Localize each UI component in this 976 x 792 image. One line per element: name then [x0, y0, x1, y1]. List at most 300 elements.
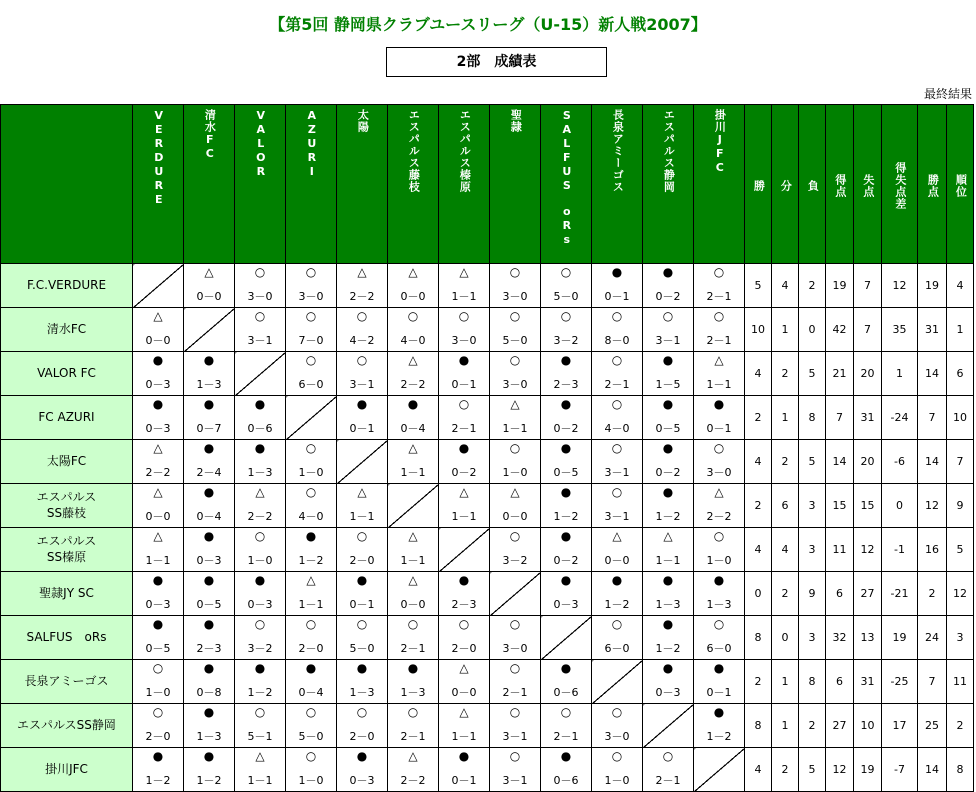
match-score: 2－2 [400, 378, 426, 391]
match-score: 1－1 [349, 510, 375, 523]
match-result-cell [694, 484, 745, 528]
match-score: 0－3 [145, 378, 171, 391]
stat-cell: 5 [745, 264, 772, 308]
stat-cell: 2 [947, 704, 974, 748]
result-mark: ○ [152, 705, 164, 719]
match-result-cell [286, 660, 337, 704]
match-score: 3－0 [502, 290, 528, 303]
stat-cell: 7 [918, 396, 947, 440]
column-team-label: エスパルス榛原 [458, 109, 472, 193]
match-result-cell [439, 572, 490, 616]
match-result-cell [286, 572, 337, 616]
match-score: 6－0 [706, 642, 732, 655]
match-result-cell [643, 484, 694, 528]
result-mark: △ [408, 749, 418, 763]
result-mark: ○ [356, 529, 368, 543]
result-mark: ○ [356, 353, 368, 367]
result-mark: ○ [713, 441, 725, 455]
stat-cell: 12 [947, 572, 974, 616]
match-score: 2－1 [706, 334, 732, 347]
result-mark: △ [459, 265, 469, 279]
result-mark: ○ [305, 705, 317, 719]
match-score: 0－2 [553, 422, 579, 435]
result-mark: △ [255, 485, 265, 499]
match-result-cell [184, 704, 235, 748]
stat-cell: 4 [745, 528, 772, 572]
result-mark: ○ [713, 265, 725, 279]
match-result-cell [133, 396, 184, 440]
match-result-cell [490, 352, 541, 396]
match-score: 0－0 [451, 686, 477, 699]
match-result-cell [592, 484, 643, 528]
match-score: 3－0 [706, 466, 732, 479]
match-result-cell [388, 660, 439, 704]
match-score: 1－1 [451, 730, 477, 743]
match-result-cell [541, 264, 592, 308]
column-team-header [337, 105, 388, 264]
result-mark: △ [459, 705, 469, 719]
match-score: 0－2 [655, 466, 681, 479]
result-mark: ● [713, 397, 725, 411]
match-score: 1－1 [145, 554, 171, 567]
match-result-cell [184, 572, 235, 616]
result-mark: △ [714, 353, 724, 367]
stat-cell: 8 [799, 660, 826, 704]
row-team-name: FC AZURI [1, 396, 133, 440]
result-mark: ● [458, 353, 470, 367]
column-team-label: AZURI [305, 109, 319, 179]
result-mark: ● [560, 441, 572, 455]
match-score: 0－1 [706, 422, 732, 435]
page-title: 【第5回 静岡県クラブユースリーグ（U-15）新人戦2007】 [269, 15, 707, 34]
column-team-header [592, 105, 643, 264]
match-result-cell [490, 484, 541, 528]
row-team-name: 長泉アミーゴス [1, 660, 133, 704]
stat-header [772, 105, 799, 264]
match-result-cell [337, 352, 388, 396]
match-result-cell [643, 616, 694, 660]
result-mark: ● [152, 617, 164, 631]
result-mark: ○ [509, 705, 521, 719]
match-score: 2－1 [451, 422, 477, 435]
match-result-cell [133, 528, 184, 572]
match-score: 3－0 [451, 334, 477, 347]
match-score: 2－1 [706, 290, 732, 303]
match-score: 3－2 [502, 554, 528, 567]
result-mark: △ [714, 485, 724, 499]
stat-cell: 8 [947, 748, 974, 792]
match-result-cell [490, 704, 541, 748]
match-result-cell [337, 660, 388, 704]
match-result-cell [388, 308, 439, 352]
stat-cell: 11 [947, 660, 974, 704]
stat-cell: 31 [854, 660, 882, 704]
stat-cell: 14 [918, 440, 947, 484]
stat-cell: 7 [947, 440, 974, 484]
match-result-cell [286, 748, 337, 792]
stat-cell: 16 [918, 528, 947, 572]
match-score: 3－1 [349, 378, 375, 391]
stat-cell: 1 [772, 396, 799, 440]
result-mark: ● [458, 441, 470, 455]
column-team-label: VALOR [254, 109, 268, 179]
match-score: 3－2 [553, 334, 579, 347]
match-score: 2－3 [451, 598, 477, 611]
result-mark: △ [612, 529, 622, 543]
stat-cell: 9 [947, 484, 974, 528]
column-team-label: エスパルス静岡 [662, 109, 676, 193]
stat-cell: 0 [772, 616, 799, 660]
result-mark: ○ [560, 705, 572, 719]
match-score: 0－4 [196, 510, 222, 523]
match-score: 0－1 [706, 686, 732, 699]
match-score: 4－0 [400, 334, 426, 347]
result-mark: ● [356, 749, 368, 763]
match-score: 0－3 [247, 598, 273, 611]
match-result-cell [490, 616, 541, 660]
result-mark: ○ [356, 617, 368, 631]
row-team-name: エスパルス SS藤枝 [1, 484, 133, 528]
match-score: 0－1 [451, 378, 477, 391]
stat-cell: 6 [826, 660, 854, 704]
match-result-cell [643, 264, 694, 308]
match-result-cell [184, 660, 235, 704]
row-team-name: 太陽FC [1, 440, 133, 484]
match-result-cell [235, 572, 286, 616]
match-result-cell [286, 264, 337, 308]
match-result-cell [643, 308, 694, 352]
match-score: 0－2 [451, 466, 477, 479]
self-match-cell [490, 572, 541, 616]
match-score: 1－0 [145, 686, 171, 699]
result-mark: ○ [305, 749, 317, 763]
match-score: 3－1 [502, 730, 528, 743]
stat-cell: 1 [882, 352, 918, 396]
stat-cell: 4 [772, 264, 799, 308]
match-result-cell [643, 396, 694, 440]
match-result-cell [694, 264, 745, 308]
match-score: 1－3 [400, 686, 426, 699]
stat-header [882, 105, 918, 264]
match-result-cell [592, 528, 643, 572]
match-result-cell [337, 704, 388, 748]
match-result-cell [694, 616, 745, 660]
match-score: 2－0 [298, 642, 324, 655]
match-score: 4－0 [298, 510, 324, 523]
match-result-cell [235, 528, 286, 572]
match-score: 6－0 [298, 378, 324, 391]
result-mark: ○ [662, 309, 674, 323]
column-team-label: 長泉アミーゴス [611, 109, 625, 193]
match-result-cell [184, 528, 235, 572]
match-score: 1－2 [247, 686, 273, 699]
column-team-header [235, 105, 286, 264]
match-score: 3－1 [247, 334, 273, 347]
column-team-header [133, 105, 184, 264]
result-mark: ○ [254, 309, 266, 323]
match-score: 2－1 [502, 686, 528, 699]
match-result-cell [592, 704, 643, 748]
match-score: 1－3 [196, 378, 222, 391]
match-result-cell [643, 352, 694, 396]
stat-cell: 4 [947, 264, 974, 308]
table-row [1, 396, 974, 440]
match-score: 0－0 [145, 510, 171, 523]
result-mark: ● [203, 485, 215, 499]
match-result-cell [133, 484, 184, 528]
stat-cell: 12 [882, 264, 918, 308]
match-result-cell [541, 704, 592, 748]
result-mark: △ [663, 529, 673, 543]
result-mark: ● [458, 749, 470, 763]
match-score: 2－2 [145, 466, 171, 479]
result-mark: ● [356, 397, 368, 411]
stat-cell: 15 [854, 484, 882, 528]
result-mark: ● [152, 573, 164, 587]
match-score: 3－1 [604, 466, 630, 479]
match-result-cell [235, 440, 286, 484]
match-result-cell [133, 352, 184, 396]
result-mark: ○ [560, 265, 572, 279]
match-result-cell [184, 352, 235, 396]
result-mark: ● [254, 441, 266, 455]
stat-cell: 24 [918, 616, 947, 660]
result-mark: ● [662, 441, 674, 455]
match-result-cell [337, 528, 388, 572]
match-result-cell [235, 616, 286, 660]
match-result-cell [286, 352, 337, 396]
stat-cell: 2 [918, 572, 947, 616]
stat-cell: 2 [745, 484, 772, 528]
result-mark: ○ [305, 265, 317, 279]
match-score: 1－1 [247, 774, 273, 787]
match-score: 2－0 [145, 730, 171, 743]
match-score: 1－2 [145, 774, 171, 787]
result-mark: ○ [611, 705, 623, 719]
stat-cell: 2 [745, 396, 772, 440]
result-mark: ○ [356, 705, 368, 719]
result-mark: ○ [152, 661, 164, 675]
result-mark: ● [662, 265, 674, 279]
self-match-cell [592, 660, 643, 704]
stat-cell: 21 [826, 352, 854, 396]
match-score: 0－0 [604, 554, 630, 567]
match-score: 1－3 [196, 730, 222, 743]
match-result-cell [388, 352, 439, 396]
table-row [1, 484, 974, 528]
stat-cell: 8 [745, 704, 772, 748]
match-score: 2－0 [451, 642, 477, 655]
self-match-cell [643, 704, 694, 748]
result-mark: ● [560, 529, 572, 543]
match-score: 0－3 [145, 422, 171, 435]
match-score: 1－2 [196, 774, 222, 787]
stat-cell: 4 [772, 528, 799, 572]
column-team-label: 清水FC [203, 109, 217, 161]
column-team-header [388, 105, 439, 264]
division-label: 2部 成績表 [386, 47, 607, 77]
column-team-label: 掛川JFC [713, 109, 727, 175]
match-score: 3－0 [604, 730, 630, 743]
match-score: 0－3 [145, 598, 171, 611]
stat-cell: 4 [745, 352, 772, 396]
match-result-cell [643, 660, 694, 704]
stat-cell: 0 [745, 572, 772, 616]
row-team-name: エスパルス SS榛原 [1, 528, 133, 572]
result-mark: ○ [254, 617, 266, 631]
stat-cell: 7 [826, 396, 854, 440]
result-mark: △ [306, 573, 316, 587]
match-result-cell [541, 572, 592, 616]
match-result-cell [235, 396, 286, 440]
match-result-cell [490, 308, 541, 352]
match-score: 0－4 [298, 686, 324, 699]
match-result-cell [133, 616, 184, 660]
result-mark: ○ [611, 485, 623, 499]
result-mark: ● [152, 353, 164, 367]
match-score: 1－2 [655, 642, 681, 655]
result-mark: ● [407, 397, 419, 411]
stat-header [826, 105, 854, 264]
match-score: 1－3 [706, 598, 732, 611]
match-result-cell [490, 748, 541, 792]
self-match-cell [439, 528, 490, 572]
match-result-cell [541, 528, 592, 572]
column-team-header [439, 105, 490, 264]
match-score: 0－1 [349, 598, 375, 611]
match-result-cell [541, 352, 592, 396]
stat-cell: 11 [826, 528, 854, 572]
self-match-cell [286, 396, 337, 440]
match-score: 0－4 [400, 422, 426, 435]
match-score: 0－6 [553, 686, 579, 699]
row-team-name: エスパルスSS静岡 [1, 704, 133, 748]
column-team-header [286, 105, 337, 264]
table-row [1, 660, 974, 704]
match-score: 0－3 [196, 554, 222, 567]
match-result-cell [541, 308, 592, 352]
match-result-cell [541, 484, 592, 528]
match-score: 0－0 [400, 598, 426, 611]
stat-cell: 2 [799, 704, 826, 748]
stat-cell: 5 [799, 440, 826, 484]
stat-cell: 5 [799, 748, 826, 792]
result-mark: △ [153, 529, 163, 543]
stat-cell: 13 [854, 616, 882, 660]
stat-header-label: 勝点 [926, 174, 940, 198]
match-result-cell [439, 264, 490, 308]
stat-cell: 6 [947, 352, 974, 396]
table-row [1, 748, 974, 792]
stat-header-label: 勝 [752, 180, 766, 192]
match-result-cell [235, 308, 286, 352]
match-result-cell [388, 264, 439, 308]
match-score: 1－1 [502, 422, 528, 435]
stat-header [745, 105, 772, 264]
stat-cell: 0 [882, 484, 918, 528]
match-score: 0－5 [145, 642, 171, 655]
match-score: 0－1 [451, 774, 477, 787]
result-mark: ○ [254, 265, 266, 279]
match-score: 2－3 [196, 642, 222, 655]
result-mark: △ [153, 485, 163, 499]
match-result-cell [643, 572, 694, 616]
stat-cell: 12 [918, 484, 947, 528]
match-result-cell [286, 704, 337, 748]
stat-cell: 27 [854, 572, 882, 616]
match-score: 1－1 [298, 598, 324, 611]
result-mark: ● [203, 749, 215, 763]
result-mark: △ [357, 485, 367, 499]
match-result-cell [184, 748, 235, 792]
stat-cell: 19 [854, 748, 882, 792]
result-mark: ○ [509, 661, 521, 675]
match-result-cell [337, 616, 388, 660]
match-result-cell [592, 308, 643, 352]
stat-cell: 17 [882, 704, 918, 748]
match-result-cell [592, 396, 643, 440]
result-mark: △ [510, 397, 520, 411]
match-score: 3－1 [502, 774, 528, 787]
result-mark: ○ [611, 309, 623, 323]
match-score: 1－3 [247, 466, 273, 479]
stat-cell: 2 [772, 352, 799, 396]
result-mark: △ [459, 661, 469, 675]
match-result-cell [133, 660, 184, 704]
match-score: 0－3 [553, 598, 579, 611]
match-result-cell [235, 748, 286, 792]
result-mark: ● [560, 573, 572, 587]
stat-cell: 7 [854, 308, 882, 352]
stat-cell: 1 [772, 704, 799, 748]
stat-cell: 35 [882, 308, 918, 352]
match-score: 2－1 [604, 378, 630, 391]
match-result-cell [337, 484, 388, 528]
match-result-cell [490, 396, 541, 440]
self-match-cell [694, 748, 745, 792]
column-team-label: SALFUS oRs [560, 109, 574, 247]
stat-cell: 14 [918, 352, 947, 396]
stat-cell: 1 [772, 308, 799, 352]
match-result-cell [235, 264, 286, 308]
match-result-cell [286, 528, 337, 572]
match-score: 0－0 [502, 510, 528, 523]
stat-cell: 6 [826, 572, 854, 616]
match-result-cell [184, 616, 235, 660]
column-team-header [490, 105, 541, 264]
match-score: 1－3 [349, 686, 375, 699]
match-result-cell [235, 660, 286, 704]
stat-cell: 19 [826, 264, 854, 308]
match-score: 3－0 [502, 642, 528, 655]
match-score: 0－2 [553, 554, 579, 567]
result-mark: ○ [356, 309, 368, 323]
result-mark: ○ [560, 309, 572, 323]
stat-cell: -24 [882, 396, 918, 440]
match-result-cell [337, 396, 388, 440]
stat-cell: 9 [799, 572, 826, 616]
stat-cell: 32 [826, 616, 854, 660]
match-result-cell [286, 484, 337, 528]
stat-cell: 0 [799, 308, 826, 352]
match-score: 5－0 [502, 334, 528, 347]
result-mark: ● [662, 353, 674, 367]
result-mark: ● [203, 441, 215, 455]
stat-cell: 2 [799, 264, 826, 308]
match-score: 1－2 [706, 730, 732, 743]
match-score: 3－1 [604, 510, 630, 523]
match-result-cell [490, 440, 541, 484]
